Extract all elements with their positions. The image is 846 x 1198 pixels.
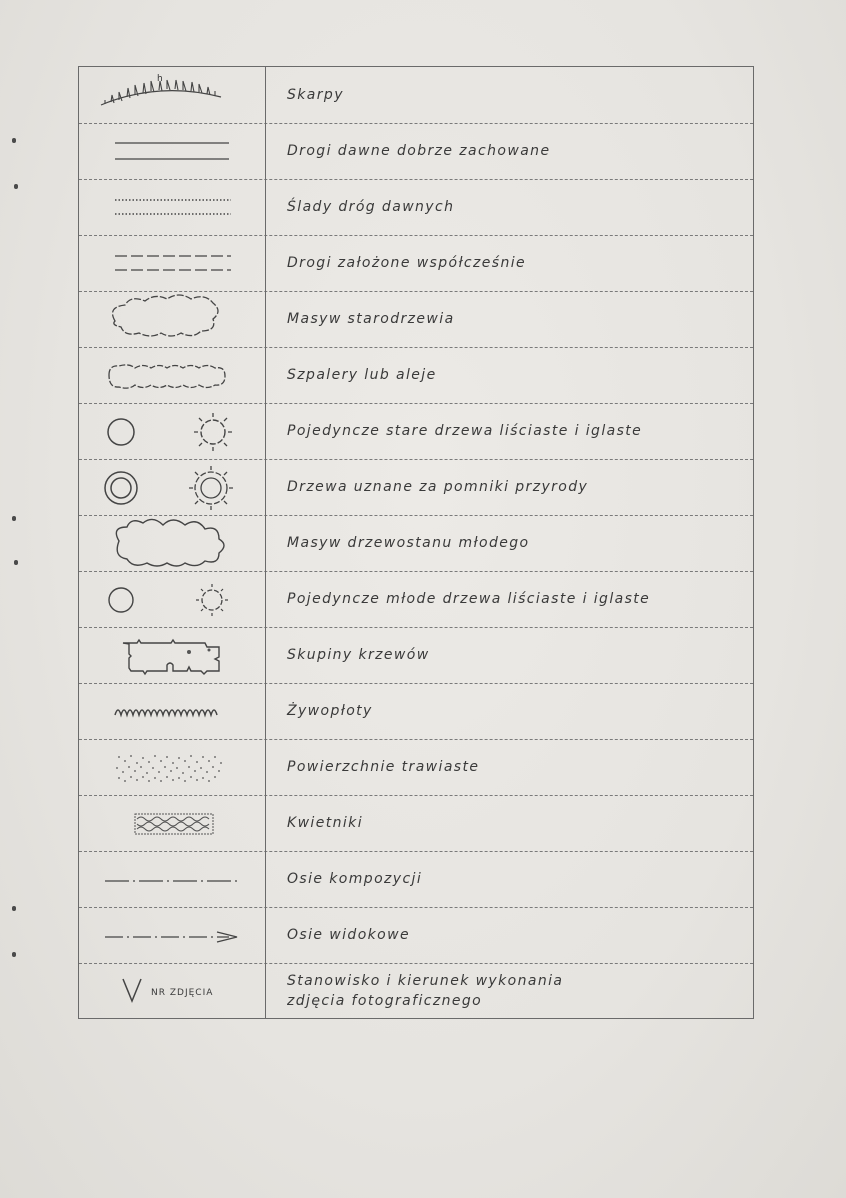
binder-hole-mark (14, 560, 18, 565)
binder-hole-mark (12, 952, 16, 957)
view-axis-icon (79, 907, 265, 963)
legend-label: Drogi założone współcześnie (287, 255, 527, 271)
legend-label: Drzewa uznane za pomniki przyrody (287, 479, 589, 495)
legend-row-single-old-trees (79, 403, 753, 460)
legend-row-road-traces (79, 179, 753, 236)
legend-row-old-tree-mass (79, 291, 753, 348)
dashed-road-icon (79, 235, 265, 291)
legend-row-view-axes (79, 907, 753, 964)
composition-axis-icon (79, 851, 265, 907)
legend-row-nature-monuments (79, 459, 753, 516)
old-tree-mass-icon (79, 291, 265, 347)
nature-monument-trees-icon (79, 459, 265, 515)
binder-hole-mark (12, 138, 16, 143)
legend-row-hedges (79, 683, 753, 740)
young-tree-mass-icon (79, 515, 265, 571)
grass-area-icon (79, 739, 265, 795)
legend-row-escarpment (79, 67, 753, 124)
legend-label: Ślady dróg dawnych (287, 199, 455, 215)
legend-label (287, 963, 737, 1018)
legend-label: Osie kompozycji (287, 871, 423, 887)
legend-row-shrub-groups (79, 627, 753, 684)
legend-label-line1: Stanowisko i kierunek wykonania (287, 972, 564, 989)
flowerbed-icon (79, 795, 265, 851)
legend-label: Pojedyncze młode drzewa liściaste i iglaste (287, 591, 651, 607)
binder-hole-mark (12, 906, 16, 911)
legend-label: Osie widokowe (287, 927, 410, 943)
legend-row-tree-rows (79, 347, 753, 404)
binder-hole-mark (12, 516, 16, 521)
legend-row-old-roads (79, 123, 753, 180)
legend-row-single-young-trees (79, 571, 753, 628)
height-mark: h (157, 74, 163, 84)
photo-number-label: NR ZDJĘCIA (151, 988, 214, 998)
legend-label: Drogi dawne dobrze zachowane (287, 143, 551, 159)
legend-label: Żywopłoty (287, 703, 373, 719)
legend-label: Kwietniki (287, 815, 363, 831)
legend-label: Pojedyncze stare drzewa liściaste i iglaste (287, 423, 643, 439)
legend-label: Masyw starodrzewia (287, 311, 455, 327)
photo-position-icon (79, 963, 265, 1018)
legend-label: Skarpy (287, 87, 344, 103)
legend-label: Powierzchnie trawiaste (287, 759, 480, 775)
single-young-trees-icon (79, 571, 265, 627)
legend-row-grass-areas (79, 739, 753, 796)
escarpment-icon (79, 67, 265, 123)
shrub-group-icon (79, 627, 265, 683)
column-divider (265, 67, 266, 1018)
legend-label-line2: zdjęcia fotograficznego (287, 992, 483, 1009)
legend-row-composition-axes (79, 851, 753, 908)
legend-row-flowerbeds (79, 795, 753, 852)
single-old-trees-icon (79, 403, 265, 459)
legend-row-photo-position (79, 963, 753, 1018)
tree-row-icon (79, 347, 265, 403)
binder-hole-mark (14, 184, 18, 189)
hedge-icon (79, 683, 265, 739)
legend-label: Masyw drzewostanu młodego (287, 535, 530, 551)
legend-table (78, 66, 754, 1019)
legend-label: Szpalery lub aleje (287, 367, 437, 383)
double-line-road-icon (79, 123, 265, 179)
legend-row-modern-roads (79, 235, 753, 292)
dotted-road-icon (79, 179, 265, 235)
legend-label: Skupiny krzewów (287, 647, 430, 663)
legend-row-young-tree-mass (79, 515, 753, 572)
